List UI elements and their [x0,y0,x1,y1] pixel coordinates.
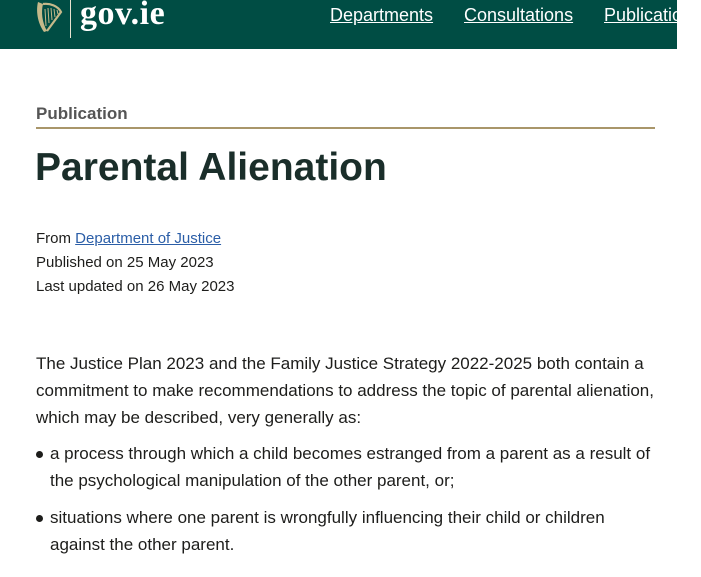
list-item [36,440,661,494]
bullet-list [36,440,661,568]
meta-from [36,230,221,248]
page-kicker: Publication [36,104,128,123]
logo-divider [70,0,71,38]
bullet-icon [36,451,43,458]
department-link[interactable]: Department of Justice [75,230,222,247]
site-header [0,0,701,49]
meta-from-prefix: From [36,230,76,247]
intro-paragraph: The Justice Plan 2023 and the Family Justice Strategy 2022-2025 both contain a commitment to make recommendations to address the topic of parental alienation, which may be described, very generally as: [36,354,654,427]
harp-logo-icon[interactable] [34,0,64,34]
nav-departments[interactable]: Departments [330,5,434,25]
kicker-divider [36,127,655,129]
bullet-icon [36,515,43,522]
list-item-text: a process through which a child becomes estranged from a parent as a result of the psychological manipulation of the other parent, or; [50,444,651,490]
list-item-text: situations where one parent is wrongfully influencing their child or children against the other parent. [50,508,605,554]
site-logo-text[interactable]: gov.ie [80,0,166,32]
nav-consultations[interactable]: Consultations [464,5,574,25]
nav-publications[interactable]: Publications [604,5,701,25]
list-item [36,504,661,558]
meta-updated: Last updated on 26 May 2023 [36,278,235,295]
meta-published: Published on 25 May 2023 [36,254,214,271]
page-title: Parental Alienation [35,146,387,189]
